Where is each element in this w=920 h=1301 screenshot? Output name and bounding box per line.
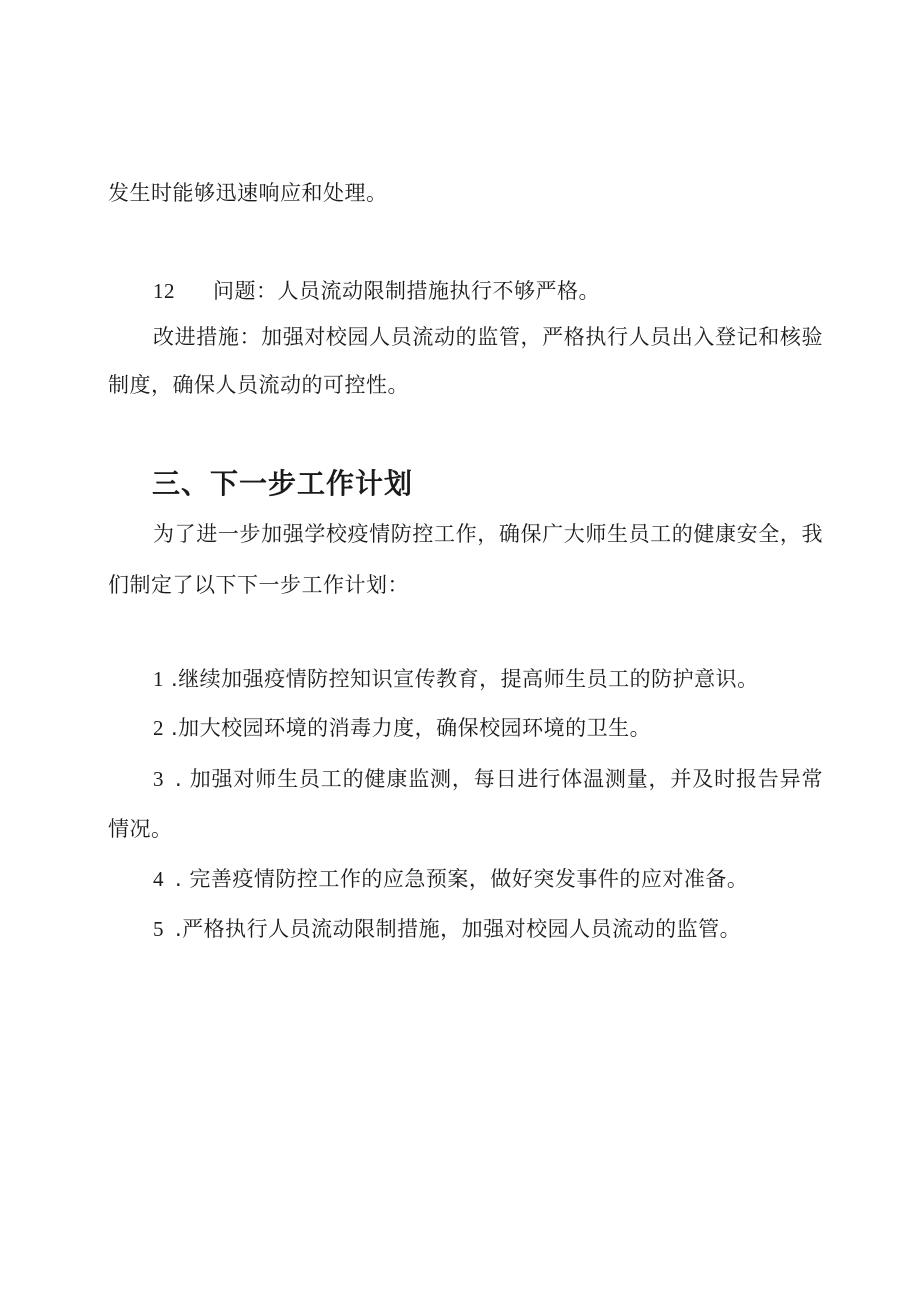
- plan-item-text: .继续加强疫情防控知识宣传教育，提高师生员工的防护意识。: [171, 667, 759, 691]
- plan-item-text: .严格执行人员流动限制措施，加强对校园人员流动的监管。: [175, 917, 742, 941]
- plan-item: [153, 664, 759, 694]
- plan-item: [153, 764, 823, 794]
- issue-number: 12: [153, 279, 175, 303]
- plan-item: [153, 864, 748, 894]
- plan-item-text: . 加强对师生员工的健康监测，每日进行体温测量，并及时报告异常: [175, 767, 823, 791]
- measure-line-2: 制度，确保人员流动的可控性。: [108, 373, 409, 397]
- plan-item-number: 5: [153, 917, 164, 941]
- plan-item-continuation: 情况。: [108, 817, 173, 841]
- plan-item-number: 4: [153, 867, 164, 891]
- plan-item-number: 2: [153, 716, 164, 740]
- issue-problem-text: 问题：人员流动限制措施执行不够严格。: [213, 279, 600, 303]
- measure-line-1: 改进措施：加强对校园人员流动的监管，严格执行人员出入登记和核验: [153, 325, 823, 349]
- plan-item-text: . 完善疫情防控工作的应急预案，做好突发事件的应对准备。: [175, 867, 749, 891]
- plan-item-number: 3: [153, 767, 164, 791]
- plan-item-number: 1: [153, 667, 164, 691]
- plan-item-text: .加大校园环境的消毒力度，确保校园环境的卫生。: [171, 716, 652, 740]
- intro-line-2: 们制定了以下下一步工作计划：: [108, 573, 409, 597]
- section-heading: 三、下一步工作计划: [152, 467, 414, 500]
- issue-12-line: [153, 276, 600, 306]
- plan-item: [153, 713, 651, 743]
- continuation-text: 发生时能够迅速响应和处理。: [108, 181, 388, 205]
- plan-item: [153, 914, 741, 944]
- intro-line-1: 为了进一步加强学校疫情防控工作，确保广大师生员工的健康安全，我: [153, 522, 823, 546]
